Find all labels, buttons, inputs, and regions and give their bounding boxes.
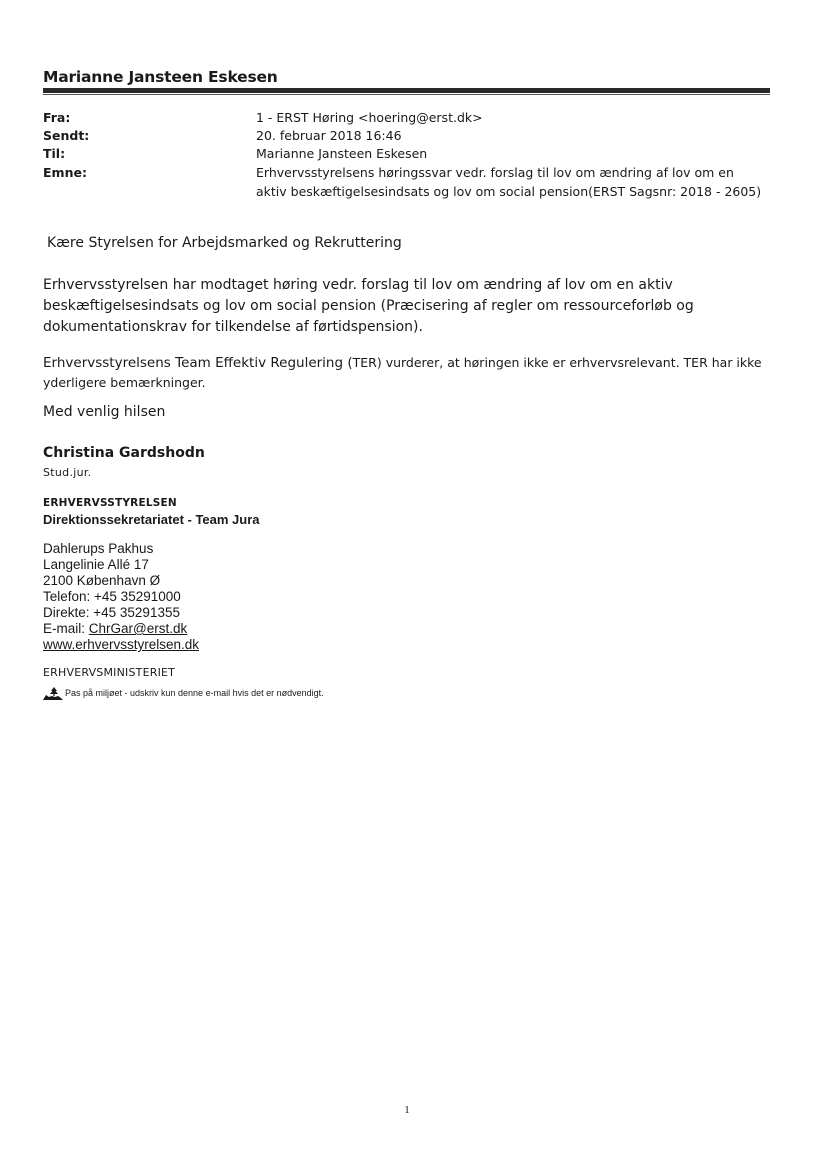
email-link[interactable]: ChrGar@erst.dk	[88, 621, 188, 636]
to-label: Til:	[43, 146, 66, 161]
header-divider	[43, 88, 770, 93]
direct-line: Direkte: +45 35291355	[43, 605, 180, 620]
page-number: 1	[404, 1104, 410, 1116]
email-line	[43, 621, 199, 637]
from-value: 1 - ERST Høring <hoering@erst.dk>	[256, 110, 483, 125]
closing: Med venlig hilsen	[43, 404, 166, 420]
signature-address	[43, 541, 199, 653]
tree-icon	[43, 686, 63, 700]
website-link[interactable]: www.erhvervsstyrelsen.dk	[43, 637, 200, 652]
subject-label: Emne:	[43, 165, 87, 180]
phone-line: Telefon: +45 35291000	[43, 589, 181, 604]
header-divider-thin	[43, 94, 770, 95]
body-paragraph-2	[43, 353, 773, 392]
signature-name: Christina Gardshodn	[43, 445, 205, 461]
sent-value: 20. februar 2018 16:46	[256, 128, 402, 143]
sent-label: Sendt:	[43, 128, 90, 143]
email-label: E-mail:	[43, 621, 89, 636]
address-line: Dahlerups Pakhus	[43, 541, 154, 556]
address-line: Langelinie Allé 17	[43, 557, 149, 572]
greeting: Kære Styrelsen for Arbejdsmarked og Rekruttering	[47, 235, 402, 251]
paragraph-2-lead: Erhvervsstyrelsens Team Effektiv Regulering (	[43, 355, 353, 371]
signature-department: Direktionssekretariatet - Team Jura	[43, 512, 260, 527]
from-label: Fra:	[43, 110, 71, 125]
subject-value: Erhvervsstyrelsens høringssvar vedr. forslag til lov om ændring af lov om en aktiv beskæftigelsesindsats og lov om social pension(ERST Sagsnr: 2018 - 2605)	[256, 165, 762, 199]
eco-note-text: Pas på miljøet - udskriv kun denne e-mail hvis det er nødvendigt.	[65, 688, 324, 698]
address-line: 2100 København Ø	[43, 573, 161, 588]
body-paragraph-1: Erhvervsstyrelsen har modtaget høring vedr. forslag til lov om ændring af lov om en aktiv beskæftigelsesindsats og lov om social pension (Præcisering af regler om ressourceforløb og dokumentationskrav for tilkendelse af førtidspension).	[43, 277, 694, 335]
ministry-name: ERHVERVSMINISTERIET	[43, 666, 176, 679]
paragraph-2-rest: ) vurderer, at høringen ikke er erhvervsrelevant. TER har ikke yderligere bemærkninger.	[43, 355, 762, 390]
signature-title: Stud.jur.	[43, 466, 92, 479]
signature-organization: ERHVERVSSTYRELSEN	[43, 497, 177, 509]
paragraph-2-abbr: TER	[352, 355, 377, 370]
eco-notice	[43, 686, 324, 700]
to-value: Marianne Jansteen Eskesen	[256, 146, 428, 161]
sender-name-heading: Marianne Jansteen Eskesen	[43, 68, 278, 86]
